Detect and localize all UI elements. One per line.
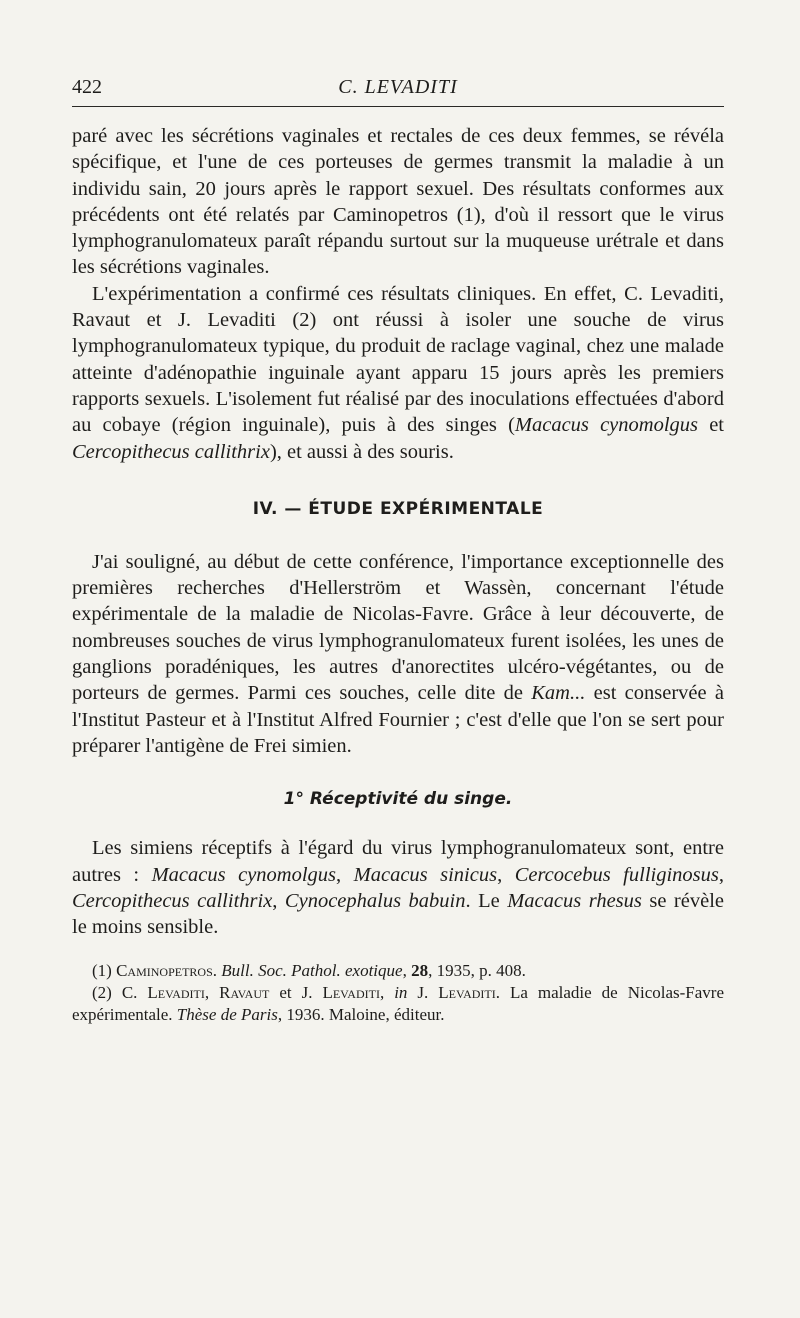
footnote-author: J. Levaditi	[417, 983, 496, 1003]
species-name: Cercopithecus callithrix	[72, 889, 273, 912]
page-number: 422	[72, 76, 102, 98]
footnote-author: J. Levaditi	[301, 983, 380, 1003]
species-name: Cynocephalus babuin	[284, 889, 466, 912]
book-page	[72, 68, 724, 1026]
running-title: C. LEVADITI	[338, 76, 458, 98]
species-name: Macacus sinicus	[353, 863, 498, 886]
volume-number: 28	[411, 961, 429, 981]
footnote-author: Caminopetros	[116, 961, 213, 981]
species-name: Cercopithecus callithrix	[72, 440, 270, 463]
paragraph-1: paré avec les sécrétions vaginales et rectales de ces deux femmes, se révéla spécifique, et l'une de ces porteuses de germes transmit la maladie à un individu sain, 20 jours après le rapport sexuel. Des résultats conformes aux précédents ont été relatés par Caminopetros (1), d'où il ressort que le virus lymphogranulomateux paraît répandu surtout sur la muqueuse urétrale et dans les sécrétions vaginales.	[72, 125, 724, 279]
paragraph-2: L'expérimentation a confirmé ces résultats cliniques. En effet, C. Levaditi, Ravaut et J. Levaditi (2) ont réussi à isoler une souche de virus lymphogranulomateux typique, du produit de raclage vaginal, chez une malade atteinte d'adénopathie inguinale ayant apparu 15 jours après les premiers rapports sexuels. L'isolement fut réalisé par des inoculations effectuées d'abord au cobaye (région inguinale), puis à des singes (Macacus cynomolgus et Cercopithecus callithrix), et aussi à des souris.	[72, 282, 724, 463]
strain-name: Kam...	[531, 682, 586, 705]
species-name: Macacus cynomolgus	[151, 863, 337, 886]
footnote-author: C. Levaditi	[121, 983, 205, 1003]
paragraph-3: J'ai souligné, au début de cette conférence, l'importance exceptionnelle des premières recherches d'Hellerström et Wassèn, concernant l'étude expérimentale de la maladie de Nicolas-Favre. Grâce à leur découverte, de nombreuses souches de virus lymphogranulomateux furent isolées, les unes de ganglions poradéniques, les autres d'anorectites ulcéro-végétantes, ou de porteurs de germes. Parmi ces souches, celle dite de Kam... est conservée à l'Institut Pasteur et à l'Institut Alfred Fournier ; c'est d'elle que l'on se sert pour préparer l'antigène de Frei simien.	[72, 550, 724, 757]
journal-title: Bull. Soc. Pathol. exotique	[221, 961, 403, 981]
running-head	[72, 68, 724, 107]
subsection-heading: 1° Réceptivité du singe.	[283, 789, 513, 810]
species-name: Macacus cynomolgus	[514, 414, 699, 437]
footnote-2: (2) C. Levaditi, Ravaut et J. Levaditi, in J. Levaditi. La maladie de Nicolas-Favre expérimentale. Thèse de Paris, 1936. Maloine, éditeur.	[72, 983, 725, 1025]
species-name: Cercocebus fulliginosus	[514, 863, 719, 886]
thesis-title: Thèse de Paris	[176, 1005, 278, 1025]
paragraph-4: Les simiens réceptifs à l'égard du virus lymphogranulomateux sont, entre autres : Macacus cynomolgus, Macacus sinicus, Cercocebus fulliginosus, Cercopithecus callithrix, Cynocephalus babuin. Le Macacus rhesus se révèle le moins sensible.	[72, 837, 724, 939]
footnote-author: Ravaut	[219, 983, 270, 1003]
footnote-1: (1) Caminopetros. Bull. Soc. Pathol. exotique, 28, 1935, p. 408.	[92, 961, 526, 981]
species-name: Macacus rhesus	[507, 889, 642, 912]
footnotes	[72, 960, 724, 1026]
section-heading: IV. — ÉTUDE EXPÉRIMENTALE	[252, 498, 544, 519]
